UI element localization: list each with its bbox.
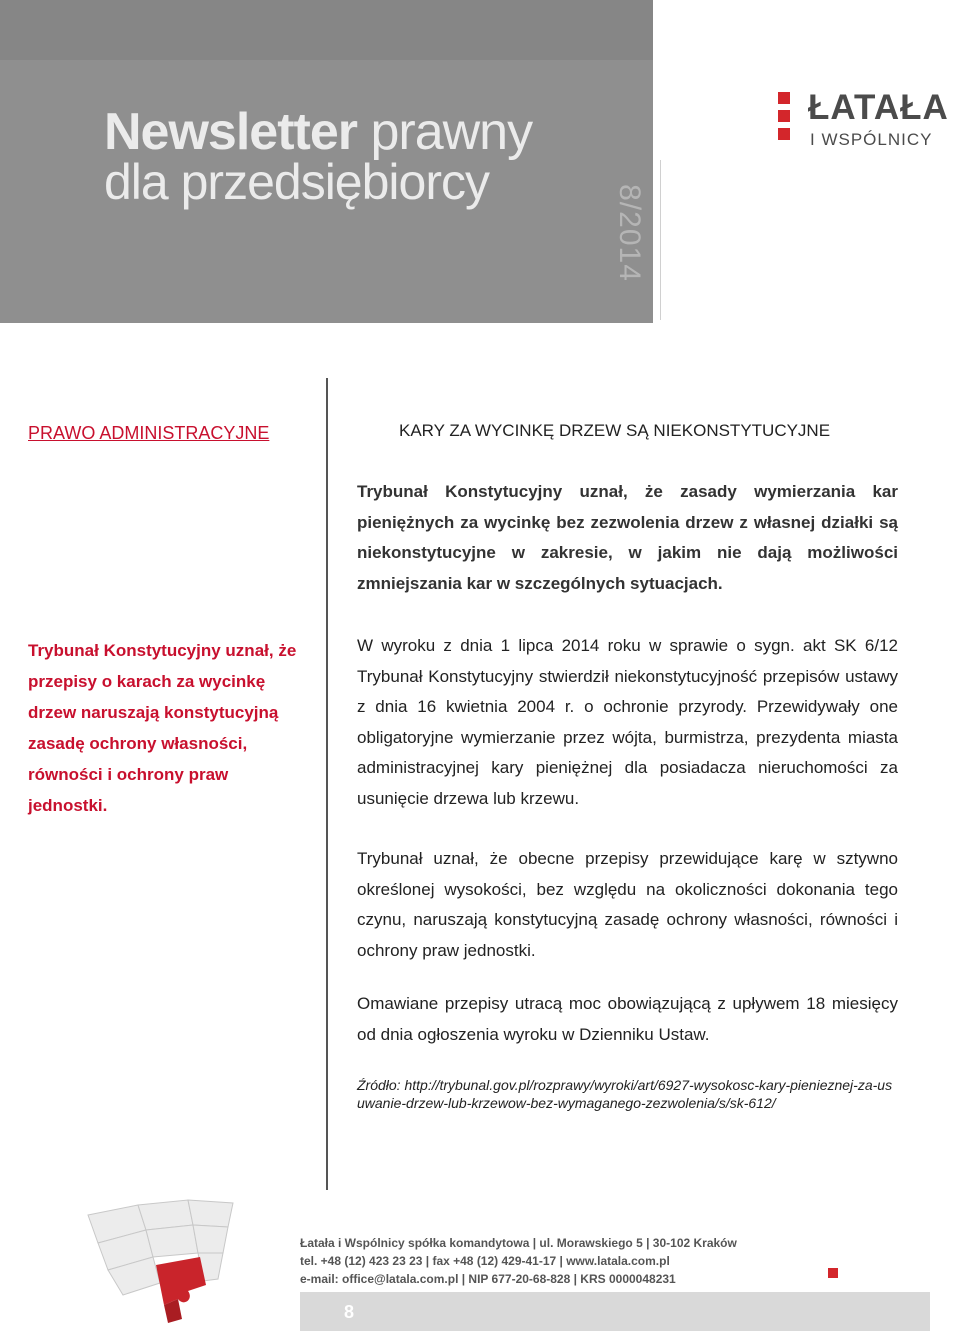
page-number: 8 — [344, 1302, 355, 1322]
logo-squares-icon — [778, 92, 794, 146]
footer-address: Łatała i Wspólnicy spółka komandytowa | ul. Morawskiego 5 | 30-102 Kraków — [300, 1236, 737, 1250]
newsletter-title-bold: Newsletter — [104, 103, 357, 161]
company-logo — [778, 88, 949, 152]
banner-stripe — [0, 0, 653, 60]
article-paragraph: Trybunał uznał, że obecne przepisy przewidujące karę w sztywno określonej wysokości, bez względu na okoliczności dokonania tego czynu, naruszają konstytucyjną zasadę ochrony własności, równości i ochrony praw jednostki. — [357, 849, 898, 960]
logo-name: ŁATAŁA — [808, 88, 949, 127]
issue-divider — [660, 160, 661, 320]
article-lead: Trybunał Konstytucyjny uznał, że zasady wymierzania kar pieniężnych za wycinkę bez zezwolenia drzew z własnej działki są niekonstytucyjne w zakresie, w jakim nie dają możliwości zmniejszania kar w szczególnych sytuacjach. — [357, 482, 898, 593]
article-title: KARY ZA WYCINKĘ DRZEW SĄ NIEKONSTYTUCYJNE — [399, 421, 831, 440]
article-paragraph: Omawiane przepisy utracą moc obowiązującą z upływem 18 miesięcy od dnia ogłoszenia wyroku w Dzienniku Ustaw. — [357, 994, 898, 1044]
footer-contact — [300, 1234, 737, 1288]
article-source: Źródło: http://trybunal.gov.pl/rozprawy/wyroki/art/6927-wysokosc-kary-pienieznej-za-usuwanie-drzew-lub-krzewow-bez-wymaganego-zezwolenia/s/sk-612/ — [357, 1077, 893, 1111]
footer-phone: tel. +48 (12) 423 23 23 | fax +48 (12) 429-41-17 | www.latala.com.pl — [300, 1254, 670, 1268]
newsletter-title-rest: prawny — [370, 103, 533, 161]
newsletter-title — [104, 104, 532, 160]
footer-bar — [300, 1292, 930, 1331]
newsletter-subtitle: dla przedsiębiorcy — [104, 154, 489, 210]
column-divider — [326, 378, 328, 1190]
footer-accent-square — [828, 1268, 838, 1278]
issue-number — [612, 183, 646, 283]
logo-subtitle: I WSPÓLNICY — [810, 130, 933, 149]
puzzle-icon — [68, 1195, 248, 1325]
article-paragraph: W wyroku z dnia 1 lipca 2014 roku w sprawie o sygn. akt SK 6/12 Trybunał Konstytucyjny stwierdził niekonstytucyjność przepisów ustawy z dnia 16 kwietnia 2004 r. o ochronie przyrody. Przewidywały one obligatoryjne wymierzanie przez wójta, burmistrza, prezydenta miasta administracyjnej kary pieniężnej dla posiadacza nieruchomości za usunięcie drzewa lub krzewu. — [357, 636, 898, 808]
issue-number-text: 8/2014 — [613, 184, 646, 282]
footer-email: e-mail: office@latala.com.pl | NIP 677-20-68-828 | KRS 0000048231 — [300, 1272, 676, 1286]
section-label: PRAWO ADMINISTRACYJNE — [28, 423, 270, 443]
header-banner — [0, 0, 653, 323]
pull-quote: Trybunał Konstytucyjny uznał, że przepisy o karach za wycinkę drzew naruszają konstytucyjną zasadę ochrony własności, równości i ochrony praw jednostki. — [28, 641, 297, 815]
